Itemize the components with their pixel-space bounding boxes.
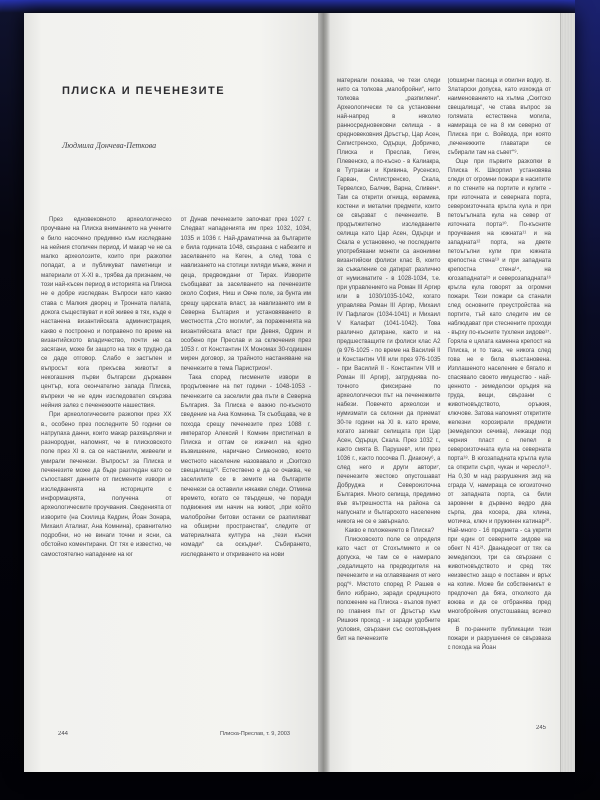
paragraph: През едновековното археологическо проучване на Плиска вниманието на учените е било насочено предимно към изследване на нейния столичен период. И макар че не са малко археолозите, които при разкопки попадат, а и публикуват паметници и материали от X-XI в., трябва да признаем, че този най-късен период в историята на Плиска не е добре изследван. Въпроси като какво става с Малкия дворец и Тронната палата, докога съществуват и кой живее в тях, къде е настанена византийската администрация, какво е построено и поправено по време на византийското владичество, почти не са засягани, може би защото на тях е трудно да се даде отговор. Слабо е застъпен и въпросът кога прекъсва животът в некогашния първи български държавен център, кога окончателно запада Плиска, въпреки че не един изследовател свързва нейния залез с печенежките нашествия.	[41, 216, 172, 409]
book-photo	[24, 13, 574, 772]
paragraph: Още при първите разкопки в Плиска К. Шкорпил установява следи от огромни пожари в насипите и по стените на портите и кулите - при източната и северната порта, североизточната кръгла кула и при петоъгълната кула на север от източната порта¹⁰. По-късните проучвания на южната¹¹ и на западната¹² порта, на двете петоъгълни кули при южната крепостна стена¹³ и при западната крепостна стена¹⁴, на югозападната¹⁵ и северозападната¹⁶ кръгла кула говорят за огромни пожари. Тези пожари са станали след основните преустройства на портите, тъй като следите им се наблюдават при стеснените проходи - върху по-късните тухлени зидове¹⁷. Горяла е цялата каменна крепост на Плиска, и то така, че никога след това не е била възстановена. Изплашеното население е бягало и спасявало своето имущество - най-ценното - земеделски оръдия на труда, вещи, свързани с животновъдството, оръжия, ключове. Затова напомнят откритите железни корозирали предмети (земеделски сечива), лежащи под черния пласт с пепел в североизточната кула на северната порта¹⁸. В югозападната кръгла кула са открити сърп, чукан и чересло¹⁹. На 0,30 м над разрушения зид на сграда V, намираща се югоизточно от западната порта, са били заровени в дървено ведро два сърпа, два косера, два клина, мотичка, ключ и пружинен катинар²⁰. Най-много - 16 предмета - са укрити при един от северните зидове на обект N 41²¹. Дванадесет от тях са земеделски, три са свързани с животновъдството и сред тях неизвестно защо е поставен и връх на копие. Може би собственикът е предпочел да бяга, отколкото да воюва и да се отбранява пред многобройния опустошаващ всичко враг.	[447, 159, 551, 624]
paragraph: Какво е положението в Плиска?	[345, 528, 435, 534]
right-page	[330, 13, 560, 772]
article-title: ПЛИСКА И ПЕЧЕНЕЗИТЕ	[62, 85, 226, 97]
page-number-right: 245	[535, 725, 546, 731]
journal-footer: Плиска-Преслав, т. 9, 2003	[220, 731, 290, 737]
paragraph: от Дунав печенезите започват през 1027 г. Следват нападенията им през 1032, 1034, 1035 и 1036 г. Най-драматична за българите е била годината 1048, свързана с набезите и заселването на Кеген, а след това с навлизането на стотици хиляди мъже, жени и деца, предвождани от Тирах. Изворите съобщават за заселването на печенезите около София, Ниш и Овче поле, за бунта им срещу царската власт, за навлизането им в Северна България и установяването в местността „Сто могили“, за пораженията на византийската власт при Девня, Одрин и особено при Преслав и за сключения през 1053 г. от Константин IX Мономах 30-годишен мирен договор, за трайното настаняване на печенезите в тема Паристрион¹.	[180, 216, 311, 372]
right-page-columns	[337, 77, 551, 707]
left-page-column-1	[41, 215, 172, 655]
paragraph: материали показва, че тези следи нито са толкова „малобройни“, нито толкова „разпилени“. Археологически те са установени най-напред в няколко ранносредновековни селища - в средновековния Дръстър, Цар Асен, Силистренско, Одърци, Добричко, Плиска и Преслав, Гиген, Плевенско, а по-късно - в Калиакра, в Тутракан и Кривина, Русенско, Гарван, Силистренско, Скала, Тервелско, Балчик, Варна, Сливен⁴. Там са открити огнища, керамика, костени и метални предмети, които се свързват с печенезите. В продължително изследваните селища като Цар Асен, Одърци и Скала е установено, че последните употребявани монети са анонимни византийски фолиси клас В, които за съжаление се датират различно от нумизматите - в 1028-1034, т.е. при управлението на Роман III Аргир или в 1030/1035-1042, когато управлява Роман III Аргир, Михаил IV Пафлагон (1034-1041) и Михаил V Калафат (1041-1042). Това различно датиране, както и на предшестващите ги фолиси клас А2 (в 976-1025 - по време на Василий II и Константин VIII или през 976-1035 - при Василий II - Константин VIII и Роман III Аргир), затруднява по-точното фиксиране по археологически път на печенежките набези. Повечето археолози и нумизмати са склонни да приемат 30-те години на XI в. като време, когато загиват селищата при Цар Асен, Одърци, Скала. През 1032 г., както смята В. Парушев⁵, или през 1036 г., както посочва П. Диакону⁶, а след него и други автори⁷, печенезите жестоко опустошават Добруджа и Североизточна България. Много селища, предимно във вътрешността на района са напуснати и българското население никога не се е завърнало.	[337, 78, 441, 525]
book-spine	[318, 13, 330, 772]
paragraph: В по-ранните публикации тези пожари и разрушения се свързваха с похода на Йоан	[447, 627, 551, 651]
left-page-columns	[41, 215, 311, 655]
paragraph: Така според писмените извори в продължение на пет години - 1048-1053 - печенезите са заселили два пъти в Северна България. За Плиска е важно по-късното сведение на Ана Комнина. Тя съобщава, че в похода срещу печенезите през 1088 г. император Алексий I Комнин пристигнал в Плиска и оттам се изкачил на едно възвишение, наричано Симеоново, което местното население назовавало и „Скитско свещалища“². Естествено е да се очаква, че заселилите се в земите на българите печенези са оставили някакви следи. Отмина времето, когато се твърдеше, че поради подвижния им начин на живот, „при който малобройни битови останки се разпиляват на обширни пространства“, следите от материалната култура на „тези късни номади“ са оскъдни³. Събирането, изследването и откриването на нови	[180, 374, 311, 558]
right-page-column-2	[448, 77, 552, 707]
page-number-left: 244	[58, 731, 69, 737]
paragraph: Плисковското поле се определя като част от Стохълмието и се допуска, че там се е намирало „седалището на предводителя на печенезите и на оглавявания от него род“⁸. Мястото според Р. Рашев е било избрано, заради средищното положение на Плиска - възлов пункт по главния път от Дръстър към Ришкия проход - и заради удобните условия, свързани със скотовъдния бит на печенезите	[337, 537, 441, 642]
page-stack-edge	[560, 13, 575, 772]
article-author: Людмила Дончева-Петкова	[62, 141, 157, 150]
left-page-column-2	[181, 215, 312, 655]
left-page	[24, 13, 318, 772]
right-page-column-1	[337, 77, 441, 707]
paragraph: (обширни пасища и обилни води). В. Златарски допуска, като изхожда от наименованието на хълма „Скитско свещалища“, че става въпрос за голямата естествена могила, намираща се на 8 км северно от Плиска при с. Войвода, при която „печенежките главатари се събирали там на съвет“⁹.	[447, 78, 551, 156]
photo-background-strip	[575, 0, 600, 800]
paragraph: При археологическите разкопки през XX в., особено през последните 50 години се натрупаха данни, които макар разхвърляни и разнородни, напомнят, че в плисковското поле през XI в. са се настанили, живеели и умирали печенези. Въпросът за Плиска и печенезите може да бъде разгледан като се съпоставят данните от писмените извори и изследванията на историците с информацията, получена от археологическите проучвания. Сведенията от изворите (на Скилица Кедрин, Йоан Зонара, Михаил Аталиат, Ана Комнина), сравнително подробни, но не винаги точни и ясни, са обстойно коментирани. От тях е известно, че самостоятелно нападение на юг	[41, 411, 172, 558]
